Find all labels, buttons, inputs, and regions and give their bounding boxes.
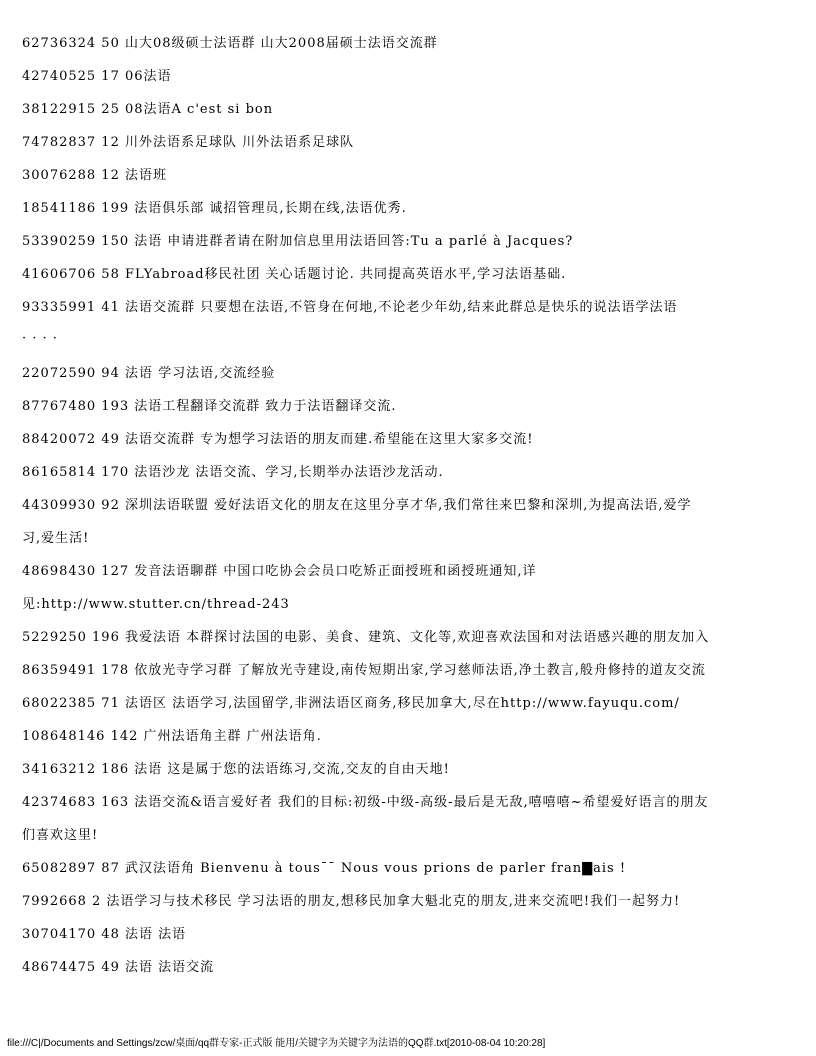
text-line-25: 48674475 49 法语 法语交流 <box>22 960 215 975</box>
text-line-7: 53390259 150 法语 申请进群者请在附加信息里用法语回答:Tu a parlé à Jacques? <box>22 234 574 249</box>
text-line-22: 65082897 87 武汉法语角 Bienvenu à tous¯¯ Nous vous prions de parler fran▇ais ! <box>22 861 627 876</box>
text-line-17: 86359491 178 依放光寺学习群 了解放光寺建设,南传短期出家,学习慈师法语,净土教言,般舟修持的道友交流 <box>22 663 706 678</box>
text-line-9: 93335991 41 法语交流群 只要想在法语,不管身在何地,不论老少年幼,结来此群总是快乐的说法语学法语 <box>22 300 678 315</box>
text-line-9-continued: · · · · <box>22 331 58 346</box>
text-line-13: 86165814 170 法语沙龙 法语交流、学习,长期举办法语沙龙活动. <box>22 465 444 480</box>
text-line-14-continued: 习,爱生活! <box>22 531 90 546</box>
text-line-24: 30704170 48 法语 法语 <box>22 927 187 942</box>
text-line-1: 62736324 50 山大08级硕士法语群 山大2008届硕士法语交流群 <box>22 36 438 51</box>
text-line-2: 42740525 17 06法语 <box>22 69 172 84</box>
text-line-4: 74782837 12 川外法语系足球队 川外法语系足球队 <box>22 135 355 150</box>
text-line-14: 44309930 92 深圳法语联盟 爱好法语文化的朋友在这里分享才华,我们常往来巴黎和深圳,为提高法语,爱学 <box>22 498 692 513</box>
text-line-21-continued: 们喜欢这里! <box>22 828 99 843</box>
text-line-18: 68022385 71 法语区 法语学习,法国留学,非洲法语区商务,移民加拿大,尽在http://www.fayuqu.com/ <box>22 696 680 711</box>
text-line-5: 30076288 12 法语班 <box>22 168 167 183</box>
text-line-11: 87767480 193 法语工程翻译交流群 致力于法语翻译交流. <box>22 399 397 414</box>
file-path-footer: file:///C|/Documents and Settings/zcw/桌面/qq群专家-正式版 能用/关键字为关键字为法语的QQ群.txt[2010-08-04 10:20:28] <box>7 1038 546 1049</box>
text-line-15: 48698430 127 发音法语聊群 中国口吃协会会员口吃矫正面授班和函授班通知,详 <box>22 564 537 579</box>
text-line-20: 34163212 186 法语 这是属于您的法语练习,交流,交友的自由天地! <box>22 762 450 777</box>
text-line-21: 42374683 163 法语交流&语言爱好者 我们的目标:初级-中级-高级-最后是无敌,嘻嘻嘻~希望爱好语言的朋友 <box>22 795 709 810</box>
text-line-23: 7992668 2 法语学习与技术移民 学习法语的朋友,想移民加拿大魁北克的朋友,进来交流吧!我们一起努力! <box>22 894 681 909</box>
text-line-8: 41606706 58 FLYabroad移民社团 关心话题讨论. 共同提高英语水平,学习法语基础. <box>22 267 567 282</box>
text-line-3: 38122915 25 08法语A c'est si bon <box>22 102 274 117</box>
text-line-15-continued: 见:http://www.stutter.cn/thread-243 <box>22 597 290 612</box>
text-line-19: 108648146 142 广州法语角主群 广州法语角. <box>22 729 322 744</box>
text-line-6: 18541186 199 法语俱乐部 诚招管理员,长期在线,法语优秀. <box>22 201 407 216</box>
text-line-10: 22072590 94 法语 学习法语,交流经验 <box>22 366 276 381</box>
text-line-12: 88420072 49 法语交流群 专为想学习法语的朋友而建.希望能在这里大家多交流! <box>22 432 534 447</box>
text-line-16: 5229250 196 我爱法语 本群探讨法国的电影、美食、建筑、文化等,欢迎喜欢法国和对法语感兴趣的朋友加入 <box>22 630 710 645</box>
